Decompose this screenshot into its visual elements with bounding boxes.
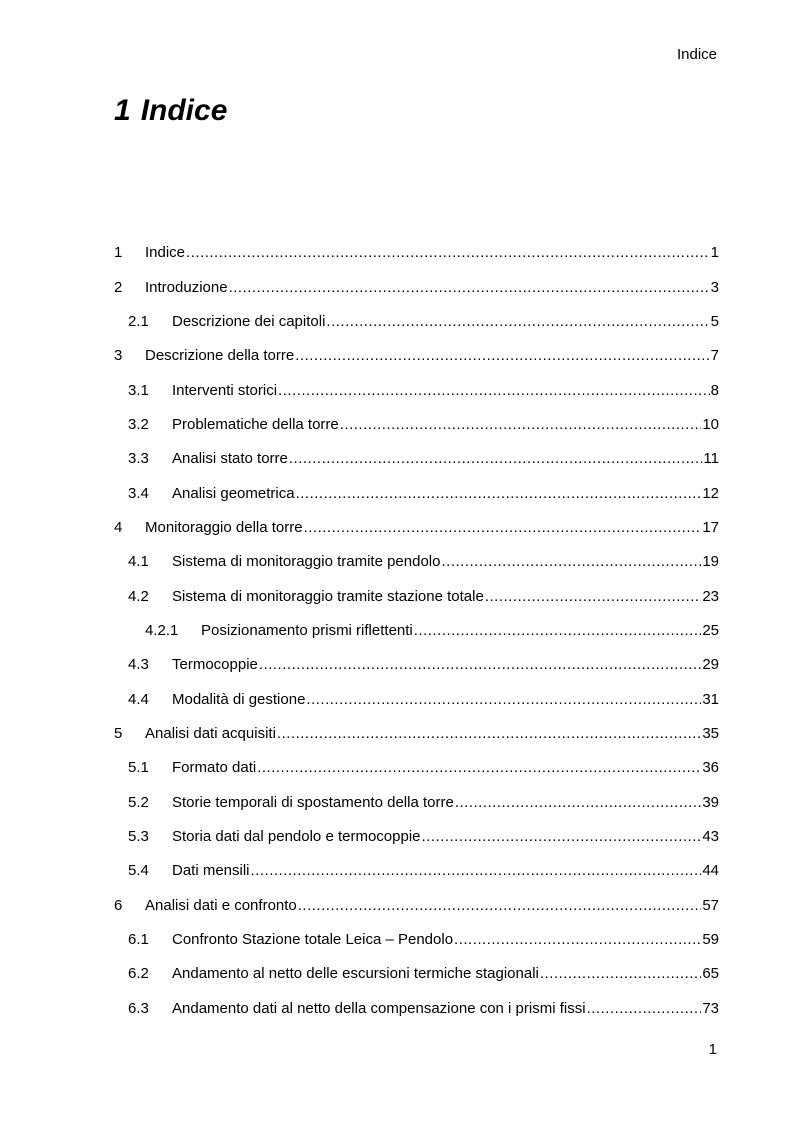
toc-dot-leader <box>455 794 702 812</box>
toc-entry-number: 3 <box>114 347 123 365</box>
toc-entry-title: Storia dati dal pendolo e termocoppie <box>172 828 421 846</box>
toc-entry-page: 3 <box>710 278 719 296</box>
toc-entry-page: 1 <box>710 244 719 262</box>
toc-entry-number: 5.4 <box>128 862 149 880</box>
toc-dot-leader <box>278 382 710 400</box>
toc-entry-number: 3.4 <box>128 484 149 502</box>
toc-entry-number: 3.3 <box>128 450 149 468</box>
toc-entry-page: 25 <box>702 621 719 639</box>
chapter-title-text: Indice <box>140 94 228 127</box>
toc-entry-page: 44 <box>702 862 719 880</box>
toc-entry-page: 5 <box>710 312 719 330</box>
toc-entry-title: Andamento al netto delle escursioni termiche stagionali <box>172 965 539 983</box>
toc-entry[interactable] <box>114 305 719 339</box>
toc-entry-title: Problematiche della torre <box>172 415 339 433</box>
toc-entry-page: 31 <box>702 690 719 708</box>
toc-entry-number: 4.2.1 <box>145 621 179 639</box>
toc-entry-title: Introduzione <box>145 278 228 296</box>
toc-dot-leader <box>295 347 709 365</box>
toc-dot-leader <box>306 691 701 709</box>
toc-entry[interactable] <box>114 992 719 1026</box>
toc-entry-title: Sistema di monitoraggio tramite stazione totale <box>172 587 484 605</box>
toc-entry-title: Modalità di gestione <box>172 690 306 708</box>
toc-entry-title: Analisi dati e confronto <box>145 896 297 914</box>
toc-entry-title: Confronto Stazione totale Leica – Pendolo <box>172 931 454 949</box>
toc-dot-leader <box>251 862 702 880</box>
toc-dot-leader <box>277 725 701 743</box>
toc-entry-title: Interventi storici <box>172 381 278 399</box>
toc-entry-number: 4.3 <box>128 656 149 674</box>
toc-entry[interactable] <box>114 717 719 751</box>
toc-entry-number: 2.1 <box>128 312 149 330</box>
toc-entry-page: 59 <box>702 931 719 949</box>
toc-entry-page: 36 <box>702 759 719 777</box>
toc-dot-leader <box>422 828 702 846</box>
running-header: Indice <box>676 46 717 63</box>
toc-entry-title: Monitoraggio della torre <box>145 518 303 536</box>
toc-entry-page: 7 <box>710 347 719 365</box>
toc-entry-title: Analisi geometrica <box>172 484 295 502</box>
toc-entry-title: Descrizione della torre <box>145 347 295 365</box>
toc-entry-page: 29 <box>702 656 719 674</box>
toc-entry[interactable] <box>114 236 719 270</box>
toc-entry-number: 5.1 <box>128 759 149 777</box>
toc-dot-leader <box>540 965 701 983</box>
toc-entry-page: 39 <box>702 793 719 811</box>
toc-entry-title: Analisi stato torre <box>172 450 288 468</box>
toc-entry-page: 23 <box>702 587 719 605</box>
toc-entry-page: 57 <box>702 896 719 914</box>
toc-dot-leader <box>441 553 701 571</box>
toc-entry-number: 6.3 <box>128 999 149 1017</box>
table-of-contents <box>114 236 719 1026</box>
toc-entry[interactable] <box>114 408 719 442</box>
toc-entry[interactable] <box>114 614 719 648</box>
toc-dot-leader <box>340 416 702 434</box>
toc-dot-leader <box>186 244 710 262</box>
toc-dot-leader <box>304 519 702 537</box>
toc-dot-leader <box>485 588 701 606</box>
toc-entry-title: Descrizione dei capitoli <box>172 312 326 330</box>
toc-entry-number: 4 <box>114 518 123 536</box>
toc-entry[interactable] <box>114 854 719 888</box>
chapter-title <box>114 92 227 130</box>
toc-entry[interactable] <box>114 889 719 923</box>
toc-entry-page: 73 <box>702 999 719 1017</box>
toc-entry[interactable] <box>114 270 719 304</box>
toc-entry-title: Formato dati <box>172 759 257 777</box>
toc-entry[interactable] <box>114 786 719 820</box>
toc-dot-leader <box>229 279 710 297</box>
toc-entry-title: Posizionamento prismi riflettenti <box>201 621 413 639</box>
toc-entry[interactable] <box>114 957 719 991</box>
toc-entry-title: Sistema di monitoraggio tramite pendolo <box>172 553 441 571</box>
toc-entry-number: 5.2 <box>128 793 149 811</box>
toc-entry-number: 6.2 <box>128 965 149 983</box>
toc-entry[interactable] <box>114 648 719 682</box>
toc-entry-title: Andamento dati al netto della compensazione con i prismi fissi <box>172 999 586 1017</box>
toc-entry-page: 43 <box>702 828 719 846</box>
toc-entry-number: 5.3 <box>128 828 149 846</box>
toc-entry-title: Analisi dati acquisiti <box>145 724 276 742</box>
toc-entry-title: Termocoppie <box>172 656 258 674</box>
toc-dot-leader <box>259 656 701 674</box>
toc-entry-title: Indice <box>145 244 186 262</box>
chapter-number: 1 <box>114 94 131 127</box>
toc-entry-number: 2 <box>114 278 123 296</box>
toc-entry-page: 11 <box>703 450 719 468</box>
toc-dot-leader <box>289 450 703 468</box>
toc-entry-title: Storie temporali di spostamento della torre <box>172 793 454 811</box>
toc-entry-number: 6.1 <box>128 931 149 949</box>
toc-entry[interactable] <box>114 682 719 716</box>
toc-entry-number: 1 <box>114 244 123 262</box>
toc-entry[interactable] <box>114 373 719 407</box>
toc-entry[interactable] <box>114 442 719 476</box>
toc-entry-page: 12 <box>702 484 719 502</box>
toc-entry-page: 35 <box>702 724 719 742</box>
toc-entry-page: 8 <box>710 381 719 399</box>
toc-entry-page: 10 <box>702 415 719 433</box>
toc-entry[interactable] <box>114 476 719 510</box>
toc-dot-leader <box>326 313 709 331</box>
toc-entry-title: Dati mensili <box>172 862 250 880</box>
toc-dot-leader <box>414 622 702 640</box>
toc-entry-number: 3.1 <box>128 381 149 399</box>
page-number: 1 <box>708 1041 717 1058</box>
toc-entry[interactable] <box>114 511 719 545</box>
toc-entry[interactable] <box>114 339 719 373</box>
toc-entry-number: 3.2 <box>128 415 149 433</box>
toc-entry[interactable] <box>114 579 719 613</box>
toc-dot-leader <box>257 759 701 777</box>
toc-entry-number: 4.1 <box>128 553 149 571</box>
toc-entry-number: 4.4 <box>128 690 149 708</box>
toc-entry[interactable] <box>114 545 719 579</box>
toc-dot-leader <box>296 485 702 503</box>
toc-entry-page: 17 <box>702 518 719 536</box>
toc-entry-number: 6 <box>114 896 123 914</box>
toc-entry-number: 4.2 <box>128 587 149 605</box>
toc-entry[interactable] <box>114 820 719 854</box>
toc-entry[interactable] <box>114 751 719 785</box>
toc-entry-number: 5 <box>114 724 123 742</box>
toc-entry-page: 19 <box>702 553 719 571</box>
toc-entry[interactable] <box>114 923 719 957</box>
toc-dot-leader <box>454 931 701 949</box>
toc-dot-leader <box>298 897 702 915</box>
toc-entry-page: 65 <box>702 965 719 983</box>
toc-dot-leader <box>587 1000 702 1018</box>
